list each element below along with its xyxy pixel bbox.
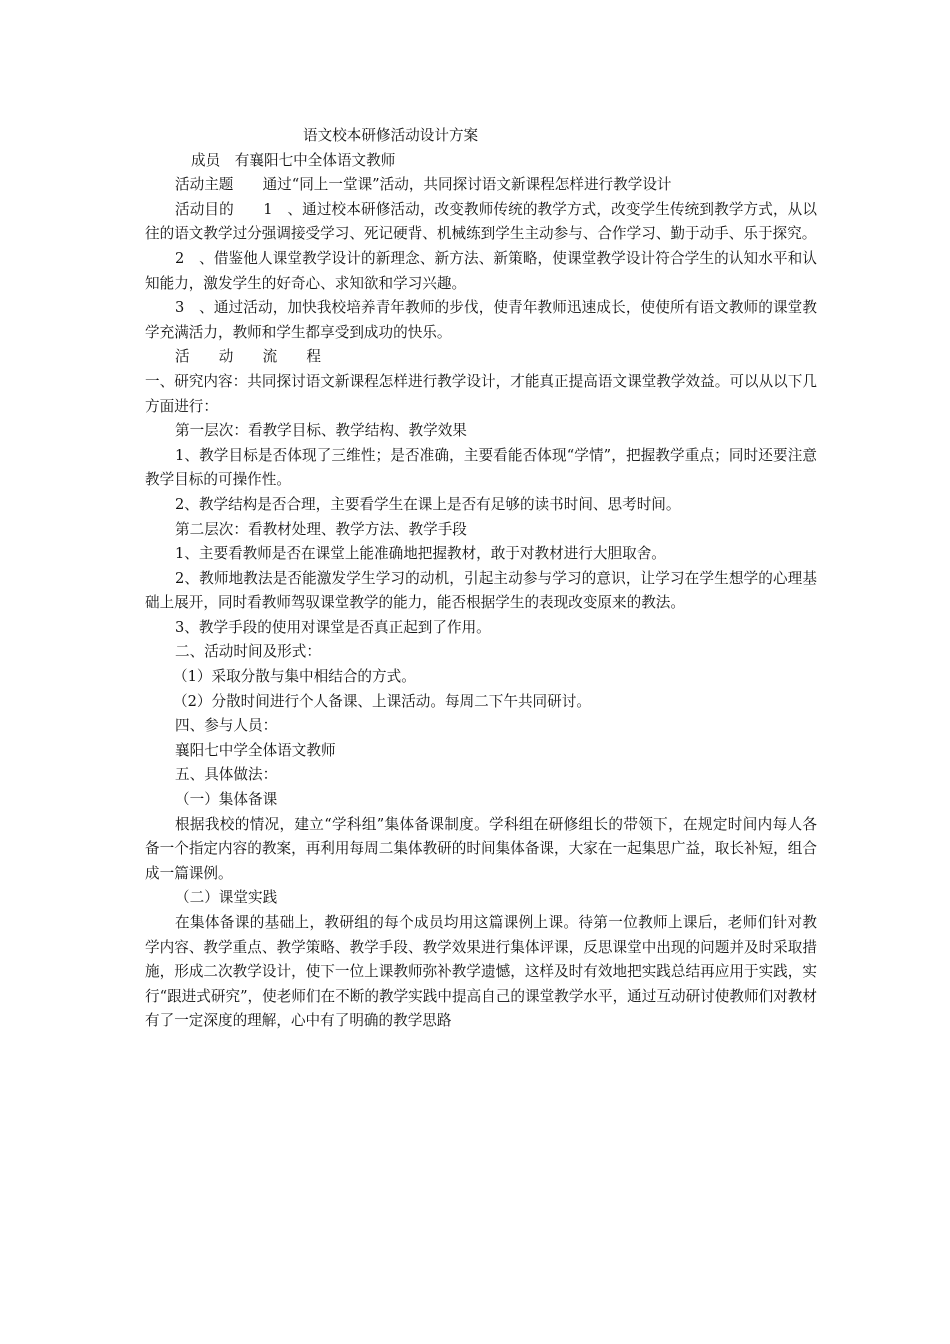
section-2-item-2: （2）分散时间进行个人备课、上课活动。每周二下午共同研讨。 <box>173 692 591 710</box>
goal-paragraph-3: 3 、通过活动，加快我校培养青年教师的步伐，使青年教师迅速成长，使使所有语文教师的课堂教学充满活力，教师和学生都享受到成功的快乐。 <box>145 299 817 341</box>
goal-paragraph-2: 2 、借鉴他人课堂教学设计的新理念、新方法、新策略，使课堂教学设计符合学生的认知水平和认知能力，激发学生的好奇心、求知欲和学习兴趣。 <box>145 249 817 292</box>
members-line: 成员 有襄阳七中全体语文教师 <box>191 151 396 169</box>
theme-line: 活动主题 通过“同上一堂课”活动，共同探讨语文新课程怎样进行教学设计 <box>175 176 672 194</box>
document-body <box>145 124 817 1034</box>
section-4-heading: 四、参与人员： <box>175 717 278 735</box>
sub-2-content: 在集体备课的基础上，教研组的每个成员均用这篇课例上课。待第一位教师上课后，老师们针对教学内容、教学重点、教学策略、教学手段、教学效果进行集体评课，反思课堂中出现的问题并及时采取措施，形成二次教学设计，使下一位上课教师弥补教学遗憾，这样及时有效地把实践总结再应用于实践，实行“跟进式研究”，使老师们在不断的教学实践中提高自己的课堂教学水平，通过互动研讨使教师们对教材有了一定深度的理解，心中有了明确的教学思路 <box>145 914 817 1030</box>
sub-1-heading: （一）集体备课 <box>175 791 278 809</box>
level-2-item-2: 2、教师地教法是否能激发学生学习的动机，引起主动参与学习的意识，让学习在学生想学的心理基础上展开，同时看教师驾驭课堂教学的能力，能否根据学生的表现改变原来的教法。 <box>145 569 817 612</box>
document-title: 语文校本研修活动设计方案 <box>303 127 479 144</box>
section-4-content: 襄阳七中学全体语文教师 <box>175 741 336 759</box>
sub-1-content: 根据我校的情况，建立“学科组”集体备课制度。学科组在研修组长的带领下，在规定时间内每人各备一个指定内容的教案，再利用每周二集体教研的时间集体备课，大家在一起集思广益，取长补短，组合成一篇课例。 <box>145 815 817 882</box>
section-2-item-1: （1）采取分散与集中相结合的方式。 <box>173 668 416 686</box>
goal-paragraph-1: 活动目的 1 、通过校本研修活动，改变教师传统的教学方式，改变学生传统到教学方式，从以往的语文教学过分强调接受学习、死记硬背、机械练到学生主动参与、合作学习、勤于动手、乐于探究。 <box>145 200 817 243</box>
section-5-heading: 五、具体做法： <box>175 766 278 784</box>
section-2-heading: 二、活动时间及形式： <box>175 643 321 661</box>
sub-2-heading: （二）课堂实践 <box>175 889 278 907</box>
level-2-item-3: 3、教学手段的使用对课堂是否真正起到了作用。 <box>175 618 491 636</box>
level-1-item-1: 1、教学目标是否体现了三维性；是否准确，主要看能否体现“学情”，把握教学重点；同时还要注意教学目标的可操作性。 <box>145 446 817 489</box>
level-2-heading: 第二层次：看教材处理、教学方法、教学手段 <box>175 520 467 538</box>
process-heading: 活 动 流 程 <box>175 348 321 366</box>
level-1-item-2: 2、教学结构是否合理，主要看学生在课上是否有足够的读书时间、思考时间。 <box>175 495 681 513</box>
section-1-research-content: 一、研究内容：共同探讨语文新课程怎样进行教学设计，才能真正提高语文课堂教学效益。可以从以下几方面进行： <box>145 372 817 415</box>
level-1-heading: 第一层次：看教学目标、教学结构、教学效果 <box>175 422 467 440</box>
level-2-item-1: 1、主要看教师是否在课堂上能准确地把握教材，敢于对教材进行大胆取舍。 <box>175 545 666 563</box>
